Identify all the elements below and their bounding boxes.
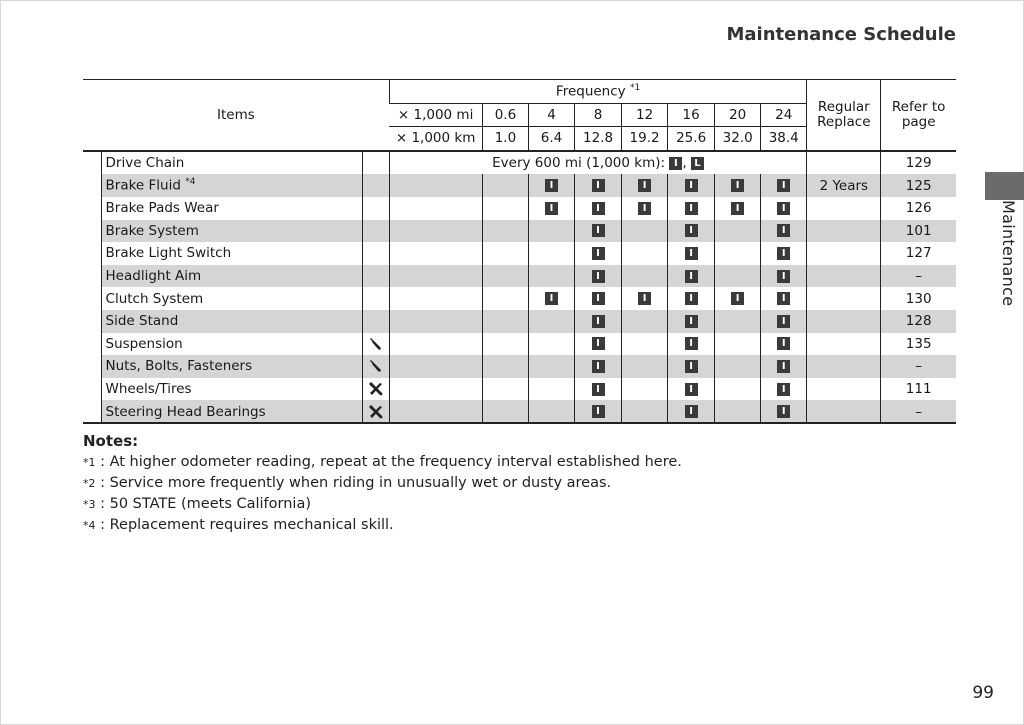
mi-interval: 12 xyxy=(622,103,668,127)
inspect-badge: I xyxy=(777,337,790,350)
km-interval: 38.4 xyxy=(761,127,807,151)
frequency-header: Frequency $^{*1}$ xyxy=(389,80,806,103)
inspect-badge: I xyxy=(685,383,698,396)
table-row xyxy=(83,310,956,333)
inspect-badge: I xyxy=(685,179,698,192)
refer-page: 101 xyxy=(881,220,956,243)
inspect-badge: I xyxy=(777,405,790,418)
table-row xyxy=(83,400,956,423)
page-number: 99 xyxy=(972,683,994,703)
item-name: Brake Pads Wear xyxy=(101,197,362,220)
note-item: $^{*3}$ : 50 STATE (meets California) xyxy=(83,496,312,512)
lubricate-badge: L xyxy=(691,157,704,170)
table-row xyxy=(83,242,956,265)
km-interval: 25.6 xyxy=(668,127,715,151)
inspect-badge: I xyxy=(638,179,651,192)
inspect-badge: I xyxy=(592,405,605,418)
mi-interval: 8 xyxy=(575,103,622,127)
item-name: Clutch System xyxy=(101,287,362,310)
table-row xyxy=(83,378,956,401)
regular-replace xyxy=(807,287,881,310)
inspect-badge: I xyxy=(685,247,698,260)
inspect-badge: I xyxy=(777,247,790,260)
inspect-badge: I xyxy=(545,179,558,192)
inspect-badge: I xyxy=(592,383,605,396)
inspect-badge: I xyxy=(592,179,605,192)
regular-replace xyxy=(807,220,881,243)
mi-interval: 24 xyxy=(761,103,807,127)
items-header: Items xyxy=(83,80,389,151)
inspect-badge: I xyxy=(545,292,558,305)
notes-title: Notes: xyxy=(83,432,139,450)
inspect-badge: I xyxy=(777,360,790,373)
inspect-badge: I xyxy=(638,202,651,215)
wrench-icon xyxy=(362,355,389,378)
inspect-badge: I xyxy=(731,179,744,192)
inspect-badge: I xyxy=(685,405,698,418)
table-row xyxy=(83,355,956,378)
regular-replace xyxy=(807,378,881,401)
refer-page: 135 xyxy=(881,333,956,356)
inspect-badge: I xyxy=(685,292,698,305)
note-item: $^{*4}$ : Replacement requires mechanical skill. xyxy=(83,517,394,533)
maintenance-schedule-table xyxy=(83,80,956,423)
inspect-badge: I xyxy=(777,270,790,283)
refer-page: – xyxy=(881,400,956,423)
item-name: Drive Chain xyxy=(101,151,362,175)
item-name: Suspension xyxy=(101,333,362,356)
item-name: Brake Light Switch xyxy=(101,242,362,265)
inspect-badge: I xyxy=(777,224,790,237)
km-interval: 12.8 xyxy=(575,127,622,151)
refer-page: – xyxy=(881,355,956,378)
inspect-badge: I xyxy=(592,337,605,350)
section-tab[interactable] xyxy=(985,172,1024,200)
refer-page: 111 xyxy=(881,378,956,401)
table-row xyxy=(83,220,956,243)
refer-page: 126 xyxy=(881,197,956,220)
regular-replace xyxy=(807,355,881,378)
note-item: $^{*2}$ : Service more frequently when riding in unusually wet or dusty areas. xyxy=(83,475,612,491)
regular-replace xyxy=(807,400,881,423)
inspect-badge: I xyxy=(545,202,558,215)
inspect-badge: I xyxy=(592,202,605,215)
table-row xyxy=(83,174,956,197)
mi-interval: 16 xyxy=(668,103,715,127)
inspect-badge: I xyxy=(685,337,698,350)
drive-chain-interval: Every 600 mi (1,000 km): I , L xyxy=(389,151,806,175)
table-row xyxy=(83,287,956,310)
refer-page: 130 xyxy=(881,287,956,310)
table-row xyxy=(83,333,956,356)
regular-replace xyxy=(807,333,881,356)
item-name: Side Stand xyxy=(101,310,362,333)
regular-replace xyxy=(807,310,881,333)
inspect-badge: I xyxy=(685,270,698,283)
item-name: Wheels/Tires xyxy=(101,378,362,401)
inspect-badge: I xyxy=(777,383,790,396)
inspect-badge: I xyxy=(685,202,698,215)
regular-replace xyxy=(807,265,881,288)
regular-replace: 2 Years xyxy=(807,174,881,197)
inspect-badge: I xyxy=(685,360,698,373)
inspect-badge: I xyxy=(777,202,790,215)
notes-section xyxy=(83,431,682,536)
mi-interval: 20 xyxy=(715,103,761,127)
item-name: Brake Fluid $^{*4}$ xyxy=(101,174,362,197)
table-bottom-rule xyxy=(83,422,956,424)
inspect-badge: I xyxy=(592,292,605,305)
cross-tools-icon xyxy=(362,400,389,423)
inspect-badge: I xyxy=(669,157,682,170)
mi-interval: 0.6 xyxy=(482,103,528,127)
km-label: × 1,000 km xyxy=(389,127,482,151)
inspect-badge: I xyxy=(592,360,605,373)
inspect-badge: I xyxy=(777,179,790,192)
item-name: Headlight Aim xyxy=(101,265,362,288)
km-interval: 19.2 xyxy=(622,127,668,151)
table-row xyxy=(83,265,956,288)
inspect-badge: I xyxy=(592,315,605,328)
table-row xyxy=(83,151,956,175)
inspect-badge: I xyxy=(777,315,790,328)
inspect-badge: I xyxy=(731,292,744,305)
regular-replace xyxy=(807,242,881,265)
refer-page: 125 xyxy=(881,174,956,197)
inspect-badge: I xyxy=(685,224,698,237)
refer-page: 129 xyxy=(881,151,956,175)
inspect-badge: I xyxy=(777,292,790,305)
page-title: Maintenance Schedule xyxy=(726,24,956,45)
inspect-badge: I xyxy=(592,224,605,237)
regular-replace xyxy=(807,197,881,220)
refer-page: 127 xyxy=(881,242,956,265)
item-name: Brake System xyxy=(101,220,362,243)
km-interval: 32.0 xyxy=(715,127,761,151)
inspect-badge: I xyxy=(592,270,605,283)
refer-page-header: Refer to page xyxy=(881,80,956,151)
note-item: $^{*1}$ : At higher odometer reading, repeat at the frequency interval established here. xyxy=(83,454,682,470)
mi-interval: 4 xyxy=(528,103,574,127)
inspect-badge: I xyxy=(592,247,605,260)
section-tab-label: Maintenance xyxy=(999,200,1018,307)
mi-label: × 1,000 mi xyxy=(389,103,482,127)
km-interval: 1.0 xyxy=(482,127,528,151)
item-name: Steering Head Bearings xyxy=(101,400,362,423)
item-name: Nuts, Bolts, Fasteners xyxy=(101,355,362,378)
inspect-badge: I xyxy=(731,202,744,215)
km-interval: 6.4 xyxy=(528,127,574,151)
wrench-icon xyxy=(362,333,389,356)
refer-page: 128 xyxy=(881,310,956,333)
inspect-badge: I xyxy=(638,292,651,305)
regular-replace-header: Regular Replace xyxy=(807,80,881,151)
inspect-badge: I xyxy=(685,315,698,328)
refer-page: – xyxy=(881,265,956,288)
cross-tools-icon xyxy=(362,378,389,401)
table-row xyxy=(83,197,956,220)
